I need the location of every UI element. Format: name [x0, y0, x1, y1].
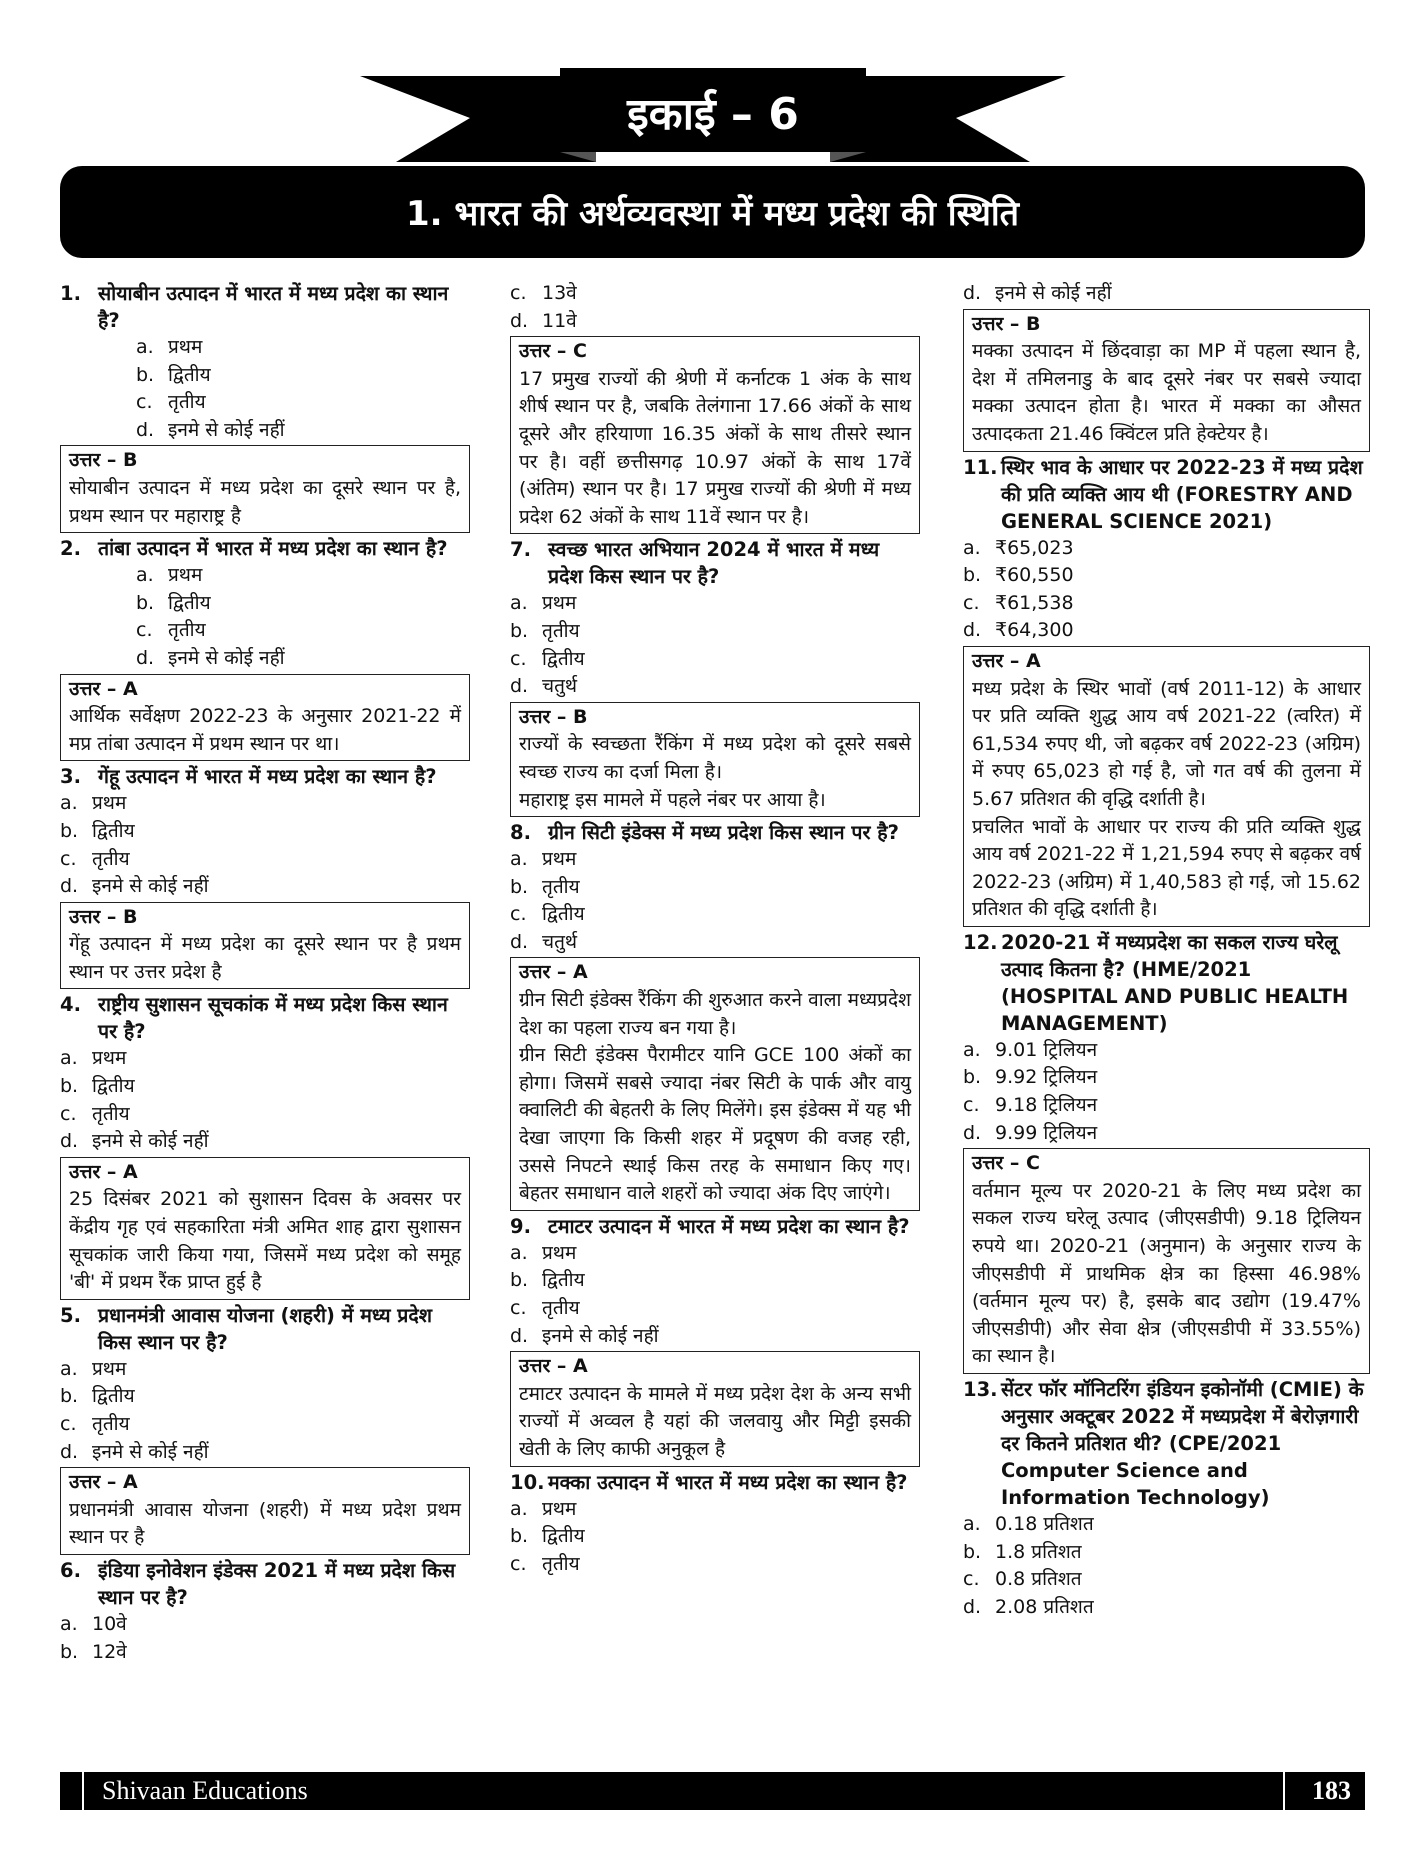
answer-box [510, 1351, 920, 1466]
answer-box [510, 336, 920, 534]
answer-heading: उत्तर – A [69, 1471, 138, 1494]
footer-divider [82, 1772, 84, 1810]
answer-text: राज्यों के स्वच्छता रैंकिंग में मध्य प्रदेश को दूसरे सबसे स्वच्छ राज्य का दर्जा मिला है। [519, 733, 911, 783]
answer-box [60, 674, 470, 762]
option-d: d. इनमे से कोई नहीं [60, 1130, 209, 1153]
question-1: 1. सोयाबीन उत्पादन में भारत में मध्य प्रदेश का स्थान है? [60, 280, 470, 334]
answer-box [60, 1157, 470, 1300]
answer-box [60, 1467, 470, 1555]
option-c: c. तृतीय [136, 391, 206, 414]
question-text: इंडिया इनोवेशन इंडेक्स 2021 में मध्य प्रदेश किस स्थान पर है? [98, 1558, 456, 1609]
answer-text: मक्का उत्पादन में छिंदवाड़ा का MP में पहला स्थान है, देश में तमिलनाडु के बाद दूसरे नंबर पर सबसे ज्यादा मक्का उत्पादन होता है। भारत में मक्का का औसत उत्पादकता 21.46 क्विंटल प्रति हेक्टेयर है। [972, 340, 1361, 445]
answer-text: वर्तमान मूल्य पर 2020-21 के लिए मध्य प्रदेश का सकल राज्य घरेलू उत्पाद (जीएसडीपी) 9.18 ट्रिलियन रुपये था। 2020-21 (अनुमान) के अनुसार राज्य के जीएसडीपी में प्राथमिक क्षेत्र का हिस्सा 46.98% (वर्तमान मूल्य पर) है, इसके बाद उद्योग (19.47% जीएसडीपी) और सेवा क्षेत्र (जीएसडीपी में 33.55%) का स्थान है। [972, 1179, 1361, 1368]
option-b: b. ₹60,550 [963, 564, 1074, 587]
question-4: 4. राष्ट्रीय सुशासन सूचकांक में मध्य प्रदेश किस स्थान पर है? [60, 991, 470, 1045]
answer-text: ग्रीन सिटी इंडेक्स रैंकिंग की शुरुआत करने वाला मध्यप्रदेश देश का पहला राज्य बन गया है। [519, 989, 911, 1039]
option-d: d. इनमे से कोई नहीं [60, 875, 209, 898]
option-c: c. ₹61,538 [963, 591, 1074, 614]
question-13: 13. सेंटर फॉर मॉनिटरिंग इंडियन इकोनॉमी (CMIE) के अनुसार अक्टूबर 2022 में मध्यप्रदेश में बेरोज़गारी दर कितने प्रतिशत थी? (CPE/2021 Computer Science and Information Technology) [963, 1376, 1370, 1511]
option-b: b. द्वितीय [510, 1269, 585, 1292]
question-12: 12. 2020-21 में मध्यप्रदेश का सकल राज्य घरेलू उत्पाद कितना है? (HME/2021 (HOSPITAL AND PUBLIC HEALTH MANAGEMENT) [963, 929, 1370, 1037]
answer-text: ग्रीन सिटी इंडेक्स पैरामीटर यानि GCE 100 अंकों का होगा। जिसमें सबसे ज्यादा नंबर सिटी के पार्क और वायु क्वालिटी की बेहतरी के लिए मिलेंगे। इस इंडेक्स में यह भी देखा जाएगा कि किसी शहर में प्रदूषण की वजह रही, उससे निपटने स्थाई किस तरह के समाधान किए गए। बेहतर समाधान वाले शहरों को ज्यादा अंक दिए जाएंगे। [519, 1044, 911, 1205]
answer-heading: उत्तर – A [519, 961, 588, 984]
option-a: a. 9.01 ट्रिलियन [963, 1038, 1098, 1061]
option-c: c. तृतीय [60, 847, 130, 870]
question-text: मक्का उत्पादन में भारत में मध्य प्रदेश का स्थान है? [548, 1470, 908, 1494]
answer-text: टमाटर उत्पादन के मामले में मध्य प्रदेश देश के अन्य सभी राज्यों में अव्वल है यहां की जलवायु और मिट्टी इसकी खेती के लिए काफी अनुकूल है [519, 1382, 911, 1460]
option-d: d. इनमे से कोई नहीं [60, 1440, 209, 1463]
unit-banner [360, 68, 1066, 162]
option-a: a. प्रथम [60, 792, 127, 815]
option-c: c. 9.18 ट्रिलियन [963, 1094, 1098, 1117]
question-6: 6. इंडिया इनोवेशन इंडेक्स 2021 में मध्य प्रदेश किस स्थान पर है? [60, 1557, 470, 1611]
answer-text: 25 दिसंबर 2021 को सुशासन दिवस के अवसर पर केंद्रीय गृह एवं सहकारिता मंत्री अमित शाह द्वारा सुशासन सूचकांक जारी किया गया, जिसमें मध्य प्रदेश को समूह 'बी' में प्रथम रैंक प्राप्त हुई है [69, 1188, 461, 1294]
page-number: 183 [1312, 1776, 1351, 1805]
option-b: b. द्वितीय [510, 1525, 585, 1548]
answer-box [963, 1148, 1370, 1374]
question-10: 10. मक्का उत्पादन में भारत में मध्य प्रदेश का स्थान है? [510, 1469, 920, 1496]
question-text: टमाटर उत्पादन में भारत में मध्य प्रदेश का स्थान है? [548, 1214, 910, 1238]
option-a: a. प्रथम [60, 1047, 127, 1070]
option-c: c. 13वे [510, 282, 577, 304]
option-a: a. प्रथम [136, 564, 203, 587]
publisher-name: Shivaan Educations [102, 1776, 308, 1805]
answer-text: प्रधानमंत्री आवास योजना (शहरी) में मध्य प्रदेश प्रथम स्थान पर है [69, 1498, 461, 1549]
option-c: c. 0.8 प्रतिशत [963, 1568, 1082, 1591]
option-b: b. द्वितीय [136, 591, 211, 614]
answer-heading: उत्तर – A [972, 649, 1041, 672]
chapter-title: 1. भारत की अर्थव्यवस्था में मध्य प्रदेश की स्थिति [60, 166, 1365, 258]
question-text: स्वच्छ भारत अभियान 2024 में भारत में मध्य प्रदेश किस स्थान पर है? [548, 538, 880, 589]
answer-box [510, 957, 920, 1210]
answer-heading: उत्तर – C [519, 340, 587, 363]
answer-text: 17 प्रमुख राज्यों की श्रेणी में कर्नाटक 1 अंक के साथ शीर्ष स्थान पर है, जबकि तेलंगाना 17.66 अंकों के साथ दूसरे और हरियाणा 16.35 अंकों के साथ तीसरे स्थान पर है। वहीं छत्तीसगढ़ 10.97 अंकों के साथ 17वें (अंतिम) स्थान पर है। 17 प्रमुख राज्यों की श्रेणी में मध्य प्रदेश 62 अंकों के साथ 11वें स्थान पर है। [519, 367, 911, 528]
option-b: b. तृतीय [510, 619, 580, 642]
option-d: d. ₹64,300 [963, 619, 1074, 642]
question-8: 8. ग्रीन सिटी इंडेक्स में मध्य प्रदेश किस स्थान पर है? [510, 819, 920, 846]
option-d: d. 11वे [510, 309, 577, 332]
option-a: a. प्रथम [510, 1497, 577, 1520]
question-text: सेंटर फॉर मॉनिटरिंग इंडियन इकोनॉमी (CMIE) के अनुसार अक्टूबर 2022 में मध्यप्रदेश में बेरोज़गारी दर कितने प्रतिशत थी? (CPE/2021 Computer Science and Information Technology) [1001, 1378, 1364, 1509]
option-d: d. 9.99 ट्रिलियन [963, 1121, 1098, 1144]
question-3: 3. गेंहू उत्पादन में भारत में मध्य प्रदेश का स्थान है? [60, 763, 470, 790]
option-d: d. इनमे से कोई नहीं [510, 1324, 659, 1347]
answer-text: प्रचलित भावों के आधार पर राज्य की प्रति व्यक्ति शुद्ध आय वर्ष 2021-22 में 1,21,594 रुपए से बढ़कर वर्ष 2022-23 (अग्रिम) में 1,40,583 हो गई, जो 15.62 प्रतिशत की वृद्धि दर्शाती है। [972, 815, 1361, 921]
option-b: b. तृतीय [510, 875, 580, 898]
question-text: तांबा उत्पादन में भारत में मध्य प्रदेश का स्थान है? [98, 537, 448, 561]
option-d: d. चतुर्थ [510, 675, 578, 698]
column-1 [60, 280, 470, 1666]
answer-heading: उत्तर – B [519, 705, 588, 728]
question-text: स्थिर भाव के आधार पर 2022-23 में मध्य प्रदेश की प्रति व्यक्ति आय थी (FORESTRY AND GENERAL SCIENCE 2021) [1001, 455, 1363, 533]
answer-text: मध्य प्रदेश के स्थिर भावों (वर्ष 2011-12) के आधार पर प्रति व्यक्ति शुद्ध आय वर्ष 2021-22 (त्वरित) में 61,534 रुपए थी, जो बढ़कर वर्ष 2022-23 (अग्रिम) में रुपए 65,023 हो गई है, जो गत वर्ष की तुलना में 5.67 प्रतिशत की वृद्धि दर्शाती है। [972, 677, 1361, 810]
answer-text: आर्थिक सर्वेक्षण 2022-23 के अनुसार 2021-22 में मप्र तांबा उत्पादन में प्रथम स्थान पर था। [69, 705, 461, 755]
answer-box [60, 445, 470, 533]
answer-box [510, 702, 920, 817]
answer-heading: उत्तर – A [69, 1160, 138, 1183]
answer-heading: उत्तर – C [972, 1152, 1040, 1175]
option-a: a. प्रथम [136, 336, 203, 358]
option-d: d. इनमे से कोई नहीं [136, 418, 285, 441]
option-a: a. प्रथम [510, 592, 577, 615]
option-a: a. ₹65,023 [963, 536, 1074, 559]
unit-title: इकाई – 6 [627, 89, 799, 140]
option-c: c. तृतीय [60, 1413, 130, 1435]
option-a: a. प्रथम [510, 848, 577, 871]
question-7: 7. स्वच्छ भारत अभियान 2024 में भारत में मध्य प्रदेश किस स्थान पर है? [510, 536, 920, 590]
option-a: a. 10वे [60, 1612, 127, 1635]
page-footer [60, 1772, 1365, 1810]
option-d: d. इनमे से कोई नहीं [136, 646, 285, 669]
column-2 [510, 280, 920, 1578]
question-11: 11. स्थिर भाव के आधार पर 2022-23 में मध्य प्रदेश की प्रति व्यक्ति आय थी (FORESTRY AND GENERAL SCIENCE 2021) [963, 454, 1370, 535]
answer-heading: उत्तर – B [69, 449, 138, 472]
question-9: 9. टमाटर उत्पादन में भारत में मध्य प्रदेश का स्थान है? [510, 1213, 920, 1240]
option-c: c. तृतीय [136, 619, 206, 642]
answer-heading: उत्तर – B [972, 312, 1041, 335]
option-a: a. प्रथम [510, 1241, 577, 1264]
answer-text: महाराष्ट्र इस मामले में पहले नंबर पर आया है। [519, 788, 826, 811]
option-b: b. द्वितीय [60, 1385, 135, 1408]
option-b: b. द्वितीय [60, 1075, 135, 1098]
question-2: 2. तांबा उत्पादन में भारत में मध्य प्रदेश का स्थान है? [60, 535, 470, 562]
question-text: राष्ट्रीय सुशासन सूचकांक में मध्य प्रदेश किस स्थान पर है? [98, 993, 448, 1044]
option-d: d. इनमे से कोई नहीं [963, 282, 1112, 304]
answer-heading: उत्तर – B [69, 905, 138, 928]
answer-box [60, 902, 470, 990]
answer-text: गेंहू उत्पादन में मध्य प्रदेश का दूसरे स्थान पर है प्रथम स्थान पर उत्तर प्रदेश है [69, 933, 461, 983]
answer-box [963, 309, 1370, 452]
question-text: गेंहू उत्पादन में भारत में मध्य प्रदेश का स्थान है? [98, 765, 437, 789]
option-a: a. 0.18 प्रतिशत [963, 1513, 1094, 1535]
option-a: a. प्रथम [60, 1357, 127, 1380]
footer-divider [1283, 1772, 1285, 1810]
option-d: d. 2.08 प्रतिशत [963, 1595, 1094, 1618]
answer-box [963, 646, 1370, 927]
option-b: b. द्वितीय [60, 819, 135, 842]
option-b: b. द्वितीय [136, 363, 211, 386]
option-b: b. 1.8 प्रतिशत [963, 1540, 1082, 1563]
option-c: c. तृतीय [510, 1552, 580, 1575]
option-b: b. 12वे [60, 1640, 127, 1663]
option-c: c. तृतीय [510, 1297, 580, 1319]
answer-text: सोयाबीन उत्पादन में मध्य प्रदेश का दूसरे स्थान पर है, प्रथम स्थान पर महाराष्ट्र है [69, 476, 461, 527]
option-c: c. द्वितीय [510, 903, 585, 926]
option-c: c. द्वितीय [510, 647, 585, 670]
question-text: 2020-21 में मध्यप्रदेश का सकल राज्य घरेलू उत्पाद कितना है? (HME/2021 (HOSPITAL AND PUBLIC HEALTH MANAGEMENT) [1001, 930, 1349, 1035]
answer-heading: उत्तर – A [519, 1355, 588, 1378]
column-3 [963, 280, 1370, 1621]
question-text: सोयाबीन उत्पादन में भारत में मध्य प्रदेश का स्थान है? [98, 282, 449, 332]
question-5: 5. प्रधानमंत्री आवास योजना (शहरी) में मध्य प्रदेश किस स्थान पर है? [60, 1302, 470, 1356]
answer-heading: उत्तर – A [69, 677, 138, 700]
option-c: c. तृतीय [60, 1102, 130, 1125]
option-d: d. चतुर्थ [510, 930, 578, 953]
question-text: प्रधानमंत्री आवास योजना (शहरी) में मध्य प्रदेश किस स्थान पर है? [98, 1303, 433, 1354]
question-text: ग्रीन सिटी इंडेक्स में मध्य प्रदेश किस स्थान पर है? [548, 821, 899, 845]
option-b: b. 9.92 ट्रिलियन [963, 1066, 1098, 1089]
